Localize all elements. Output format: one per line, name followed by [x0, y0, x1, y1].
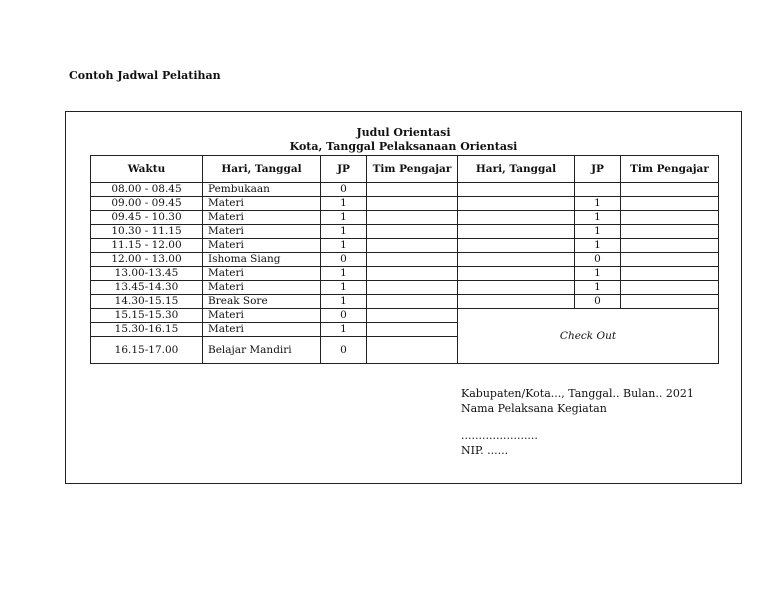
cell-tim: [367, 225, 458, 239]
cell-hari-2: [458, 267, 575, 281]
schedule-table: [90, 155, 719, 364]
col-header-jp-2: JP: [575, 156, 621, 183]
col-header-tim-pengajar: Tim Pengajar: [367, 156, 458, 183]
cell-tim: [367, 211, 458, 225]
table-row: [91, 197, 719, 211]
cell-waktu: 16.15-17.00: [91, 337, 203, 364]
cell-tim: [367, 337, 458, 364]
cell-waktu: 15.15-15.30: [91, 309, 203, 323]
table-row: [91, 239, 719, 253]
cell-hari-2: [458, 183, 575, 197]
cell-hari-2: [458, 239, 575, 253]
cell-kegiatan: Ishoma Siang: [203, 253, 321, 267]
cell-kegiatan: Materi: [203, 267, 321, 281]
cell-tim: [367, 281, 458, 295]
cell-kegiatan: Materi: [203, 239, 321, 253]
cell-waktu: 11.15 - 12.00: [91, 239, 203, 253]
cell-tim-2: [621, 281, 719, 295]
cell-tim: [367, 267, 458, 281]
cell-jp: 1: [321, 267, 367, 281]
col-header-hari-tanggal-2: Hari, Tanggal: [458, 156, 575, 183]
schedule-frame: [65, 111, 742, 484]
cell-tim-2: [621, 267, 719, 281]
cell-waktu: 13.00-13.45: [91, 267, 203, 281]
schedule-subtitle: Kota, Tanggal Pelaksanaan Orientasi: [289, 140, 518, 153]
cell-hari-2: [458, 211, 575, 225]
cell-waktu: 10.30 - 11.15: [91, 225, 203, 239]
signature-role: Nama Pelaksana Kegiatan: [461, 402, 607, 415]
cell-tim-2: [621, 197, 719, 211]
cell-kegiatan: Pembukaan: [203, 183, 321, 197]
cell-waktu: 08.00 - 08.45: [91, 183, 203, 197]
cell-hari-2: [458, 281, 575, 295]
cell-jp-2: 1: [575, 239, 621, 253]
cell-jp-2: 0: [575, 295, 621, 309]
cell-jp: 0: [321, 253, 367, 267]
col-header-waktu: Waktu: [91, 156, 203, 183]
col-header-tim-pengajar-2: Tim Pengajar: [621, 156, 719, 183]
cell-kegiatan: Break Sore: [203, 295, 321, 309]
cell-jp: 0: [321, 309, 367, 323]
col-header-hari-tanggal: Hari, Tanggal: [203, 156, 321, 183]
cell-jp: 1: [321, 281, 367, 295]
cell-tim: [367, 239, 458, 253]
cell-tim-2: [621, 225, 719, 239]
col-header-jp: JP: [321, 156, 367, 183]
cell-jp: 1: [321, 211, 367, 225]
cell-jp-2: 1: [575, 225, 621, 239]
cell-tim-2: [621, 211, 719, 225]
cell-tim-2: [621, 183, 719, 197]
table-row: [91, 253, 719, 267]
cell-jp-2: 1: [575, 211, 621, 225]
signature-place-date: Kabupaten/Kota..., Tanggal.. Bulan.. 2021: [461, 387, 694, 400]
cell-waktu: 09.45 - 10.30: [91, 211, 203, 225]
table-row: [91, 309, 719, 323]
cell-tim-2: [621, 295, 719, 309]
cell-jp-2: 1: [575, 267, 621, 281]
cell-tim-2: [621, 253, 719, 267]
table-header-row: [91, 156, 719, 183]
cell-waktu: 09.00 - 09.45: [91, 197, 203, 211]
schedule-title: Judul Orientasi: [356, 126, 451, 139]
table-row: [91, 295, 719, 309]
cell-kegiatan: Materi: [203, 281, 321, 295]
cell-jp: 1: [321, 323, 367, 337]
cell-jp: 1: [321, 197, 367, 211]
cell-jp-2: 1: [575, 281, 621, 295]
cell-jp-2: [575, 183, 621, 197]
table-row: [91, 225, 719, 239]
cell-jp-2: 1: [575, 197, 621, 211]
cell-tim: [367, 253, 458, 267]
cell-waktu: 14.30-15.15: [91, 295, 203, 309]
cell-waktu: 15.30-16.15: [91, 323, 203, 337]
cell-jp: 0: [321, 183, 367, 197]
cell-tim: [367, 197, 458, 211]
cell-waktu: 12.00 - 13.00: [91, 253, 203, 267]
cell-waktu: 13.45-14.30: [91, 281, 203, 295]
cell-jp: 1: [321, 225, 367, 239]
signature-line: ......................: [461, 429, 538, 442]
table-row: [91, 183, 719, 197]
cell-tim: [367, 183, 458, 197]
checkout-cell: Check Out: [458, 309, 719, 364]
cell-tim-2: [621, 239, 719, 253]
cell-jp: 1: [321, 295, 367, 309]
cell-kegiatan: Materi: [203, 323, 321, 337]
cell-kegiatan: Materi: [203, 211, 321, 225]
cell-kegiatan: Materi: [203, 225, 321, 239]
cell-hari-2: [458, 295, 575, 309]
signature-nip: NIP. ......: [461, 444, 509, 457]
table-row: [91, 211, 719, 225]
cell-hari-2: [458, 197, 575, 211]
cell-hari-2: [458, 225, 575, 239]
table-row: [91, 281, 719, 295]
cell-kegiatan: Materi: [203, 309, 321, 323]
cell-tim: [367, 323, 458, 337]
cell-kegiatan: Belajar Mandiri: [203, 337, 321, 364]
cell-tim: [367, 295, 458, 309]
cell-jp: 0: [321, 337, 367, 364]
cell-tim: [367, 309, 458, 323]
table-row: [91, 267, 719, 281]
cell-hari-2: [458, 253, 575, 267]
cell-kegiatan: Materi: [203, 197, 321, 211]
cell-jp: 1: [321, 239, 367, 253]
page-title: Contoh Jadwal Pelatihan: [69, 69, 221, 82]
cell-jp-2: 0: [575, 253, 621, 267]
